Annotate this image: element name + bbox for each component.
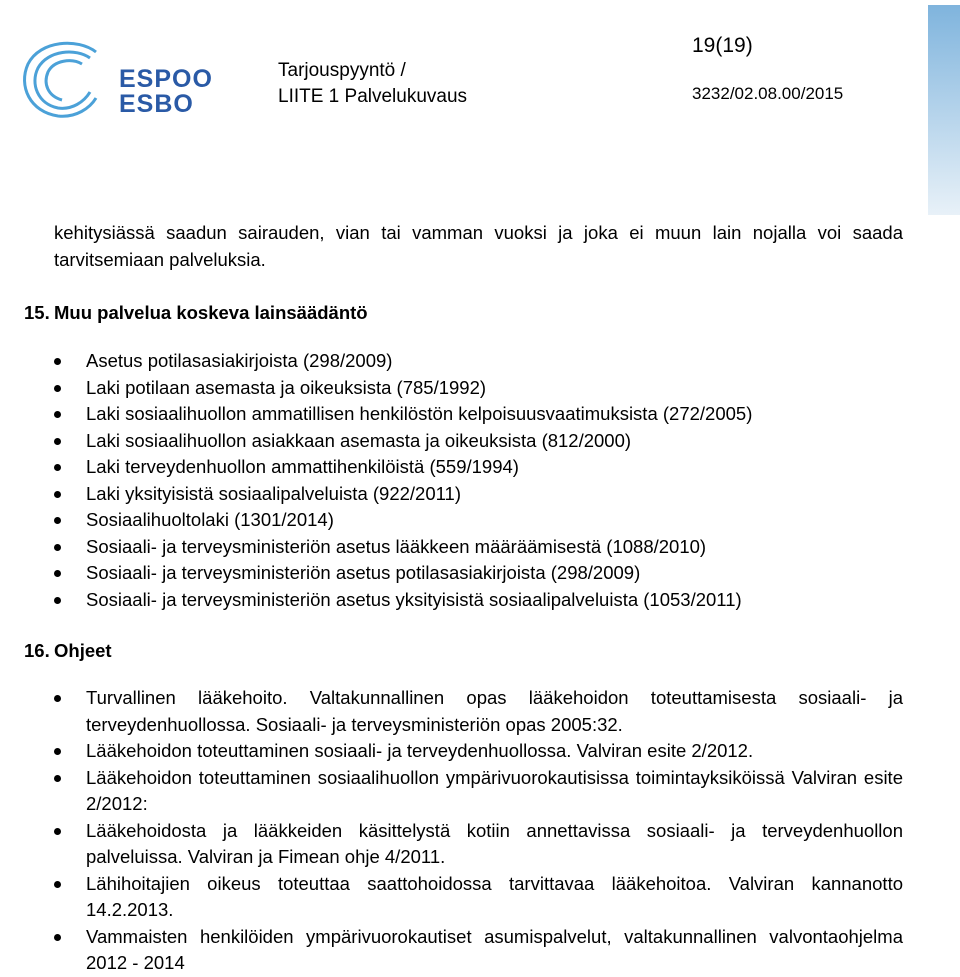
section-16-number: 16. <box>24 640 50 661</box>
bullet-icon <box>54 385 61 392</box>
list-item-text: Laki sosiaalihuollon asiakkaan asemasta ja oikeuksista (812/2000) <box>86 429 632 451</box>
bullet-icon <box>54 881 61 888</box>
list-item-text: Vammaisten henkilöiden ympärivuorokautiset asumispalvelut, valtakunnallinen valvontaohjelma 2012 - 2014 <box>86 925 903 973</box>
legislation-list <box>54 348 903 613</box>
bullet-icon <box>54 775 61 782</box>
list-item <box>54 560 903 587</box>
brand-name <box>119 67 213 117</box>
document-title <box>278 58 467 110</box>
document-title-line2: LIITE 1 Palvelukuvaus <box>278 86 468 107</box>
list-item <box>54 871 903 924</box>
list-item <box>54 507 903 534</box>
page-number: 19(19) <box>692 34 753 57</box>
list-item <box>54 454 903 481</box>
list-item-text: Laki yksityisistä sosiaalipalveluista (922/2011) <box>86 482 461 504</box>
list-item <box>54 765 903 818</box>
bullet-icon <box>54 570 61 577</box>
brand-line-esbo: ESBO <box>119 90 194 118</box>
section-15-number: 15. <box>24 302 50 323</box>
list-item <box>54 375 903 402</box>
section-16-title: Ohjeet <box>54 640 112 661</box>
list-item-text: Sosiaali- ja terveysministeriön asetus yksityisistä sosiaalipalveluista (1053/2011) <box>86 588 742 610</box>
espoo-logo-mark <box>18 40 118 120</box>
bullet-icon <box>54 438 61 445</box>
list-item-text: Turvallinen lääkehoito. Valtakunnallinen opas lääkehoidon toteuttamisesta sosiaali- ja terveydenhuollossa. Sosiaali- ja terveysministeriön opas 2005:32. <box>86 687 903 735</box>
bullet-icon <box>54 491 61 498</box>
list-item <box>54 481 903 508</box>
list-item <box>54 428 903 455</box>
list-item <box>54 534 903 561</box>
bullet-icon <box>54 544 61 551</box>
list-item-text: Sosiaali- ja terveysministeriön asetus potilasasiakirjoista (298/2009) <box>86 562 641 583</box>
list-item <box>54 818 903 871</box>
section-15-title: Muu palvelua koskeva lainsäädäntö <box>54 302 368 323</box>
bullet-icon <box>54 597 61 604</box>
bullet-icon <box>54 358 61 365</box>
bullet-icon <box>54 934 61 941</box>
espoo-logo <box>18 40 218 120</box>
list-item <box>54 348 903 375</box>
list-item <box>54 738 903 765</box>
list-item-text: Laki potilaan asemasta ja oikeuksista (785/1992) <box>86 376 487 398</box>
list-item <box>54 587 903 614</box>
bullet-icon <box>54 517 61 524</box>
list-item-text: Lääkehoidosta ja lääkkeiden käsittelystä kotiin annettavissa sosiaali- ja terveydenhuollon palveluissa. Valviran ja Fimean ohje 4/2011. <box>86 819 903 867</box>
bullet-icon <box>54 748 61 755</box>
corner-decoration <box>928 5 960 215</box>
bullet-icon <box>54 411 61 418</box>
list-item-text: Sosiaalihuoltolaki (1301/2014) <box>86 509 334 530</box>
list-item <box>54 924 903 977</box>
bullet-icon <box>54 464 61 471</box>
document-title-line1: Tarjouspyyntö / <box>278 60 406 81</box>
document-reference: 3232/02.08.00/2015 <box>692 84 844 103</box>
list-item-text: Sosiaali- ja terveysministeriön asetus lääkkeen määräämisestä (1088/2010) <box>86 535 707 557</box>
bullet-icon <box>54 695 61 702</box>
list-item <box>54 685 903 738</box>
list-item-text: Laki sosiaalihuollon ammatillisen henkilöstön kelpoisuusvaatimuksista (272/2005) <box>86 403 753 424</box>
list-item-text: Laki terveydenhuollon ammattihenkilöistä (559/1994) <box>86 456 519 477</box>
intro-paragraph: kehitysiässä saadun sairauden, vian tai vamman vuoksi ja joka ei muun lain nojalla voi saada tarvitsemiaan palveluksia. <box>54 222 903 270</box>
brand-line-espoo: ESPOO <box>119 65 213 93</box>
list-item-text: Lääkehoidon toteuttaminen sosiaalihuollon ympärivuorokautisissa toimintayksiköissä Valviran esite 2/2012: <box>86 766 903 814</box>
bullet-icon <box>54 828 61 835</box>
list-item <box>54 401 903 428</box>
list-item-text: Lähihoitajien oikeus toteuttaa saattohoidossa tarvittavaa lääkehoitoa. Valviran kannanotto 14.2.2013. <box>86 872 903 920</box>
guidelines-list <box>54 685 903 977</box>
list-item-text: Lääkehoidon toteuttaminen sosiaali- ja terveydenhuollossa. Valviran esite 2/2012. <box>86 740 754 761</box>
list-item-text: Asetus potilasasiakirjoista (298/2009) <box>86 350 393 371</box>
